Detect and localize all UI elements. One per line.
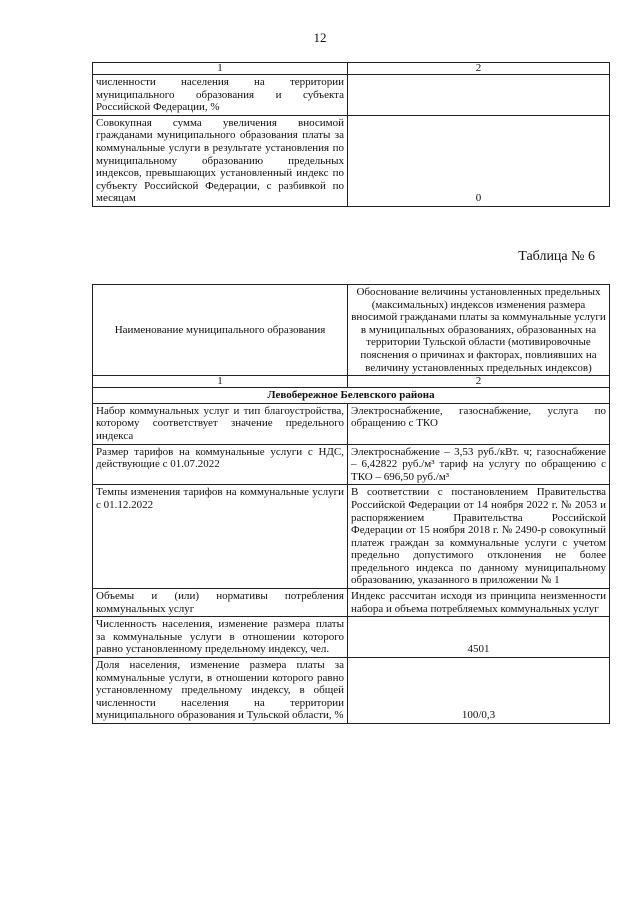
table-number-row <box>93 376 610 388</box>
column-number-1: 1 <box>93 376 348 388</box>
table-row <box>93 589 610 617</box>
row-label: Доля населения, изменение размера платы за коммунальные услуги, в отношении которого равно установленному предельному индексу, в общей численности населения на территории муниципального образования и Тульской области, % <box>93 658 348 724</box>
row-value: Индекс рассчитан исходя из принципа неизменности набора и объема потребляемых коммунальных услуг <box>348 589 610 617</box>
column-number-2: 2 <box>348 376 610 388</box>
column-header-justification: Обоснование величины установленных предельных (максимальных) индексов изменения размера вносимой гражданами платы за коммунальные услуги в муниципальных образованиях, образованных на территории Тульской области (мотивировочные пояснения о причинах и факторах, повлиявших на величину установленных предельных индексов) <box>348 285 610 376</box>
region-name: Левобережное Белевского района <box>93 388 610 404</box>
row-label: Набор коммунальных услуг и тип благоустройства, которому соответствует значение предельного индекса <box>93 403 348 444</box>
table-row <box>93 617 610 658</box>
row-value: 100/0,3 <box>348 658 610 724</box>
table-header-row <box>93 63 610 75</box>
column-number-2: 2 <box>348 63 610 75</box>
table-header-row <box>93 285 610 376</box>
row-value: В соответствии с постановлением Правительства Российской Федерации от 14 ноября 2022 г. № 2053 и распоряжением Правительства Российской Федерации от 15 ноября 2018 г. № 2490-р совокупный платеж граждан за коммунальные услуги с учетом предельно допустимого отклонения не более предельного индекса по данному муниципальному образованию, указанного в приложении № 1 <box>348 485 610 589</box>
row-value <box>348 75 610 116</box>
row-label: численности населения на территории муниципального образования и субъекта Российской Федерации, % <box>93 75 348 116</box>
row-label: Темпы изменения тарифов на коммунальные услуги с 01.12.2022 <box>93 485 348 589</box>
row-label: Совокупная сумма увеличения вносимой гражданами муниципального образования платы за коммунальные услуги в результате установления по муниципальному образованию предельных индексов, превышающих установленный индекс по субъекту Российской Федерации, с разбивкой по месяцам <box>93 115 348 206</box>
table-row <box>93 403 610 444</box>
table-row <box>93 485 610 589</box>
table-row <box>93 444 610 485</box>
row-value: 0 <box>348 115 610 206</box>
row-label: Объемы и (или) нормативы потребления коммунальных услуг <box>93 589 348 617</box>
row-label: Размер тарифов на коммунальные услуги с НДС, действующие с 01.07.2022 <box>93 444 348 485</box>
column-number-1: 1 <box>93 63 348 75</box>
row-label: Численность населения, изменение размера платы за коммунальные услуги в отношении которого равно установленному предельному индексу, чел. <box>93 617 348 658</box>
table-caption: Таблица № 6 <box>518 249 595 264</box>
row-value: Электроснабжение – 3,53 руб./кВт. ч; газоснабжение – 6,42822 руб./м³ тариф на услугу по обращению с ТКО – 696,50 руб./м³ <box>348 444 610 485</box>
table-row <box>93 115 610 206</box>
page-number: 12 <box>313 30 327 45</box>
row-value: Электроснабжение, газоснабжение, услуга по обращению с ТКО <box>348 403 610 444</box>
table-row <box>93 75 610 116</box>
table-6 <box>92 284 610 724</box>
row-value: 4501 <box>348 617 610 658</box>
column-header-municipality: Наименование муниципального образования <box>93 285 348 376</box>
table-row <box>93 658 610 724</box>
region-row <box>93 388 610 404</box>
table-5-continuation <box>92 62 610 207</box>
